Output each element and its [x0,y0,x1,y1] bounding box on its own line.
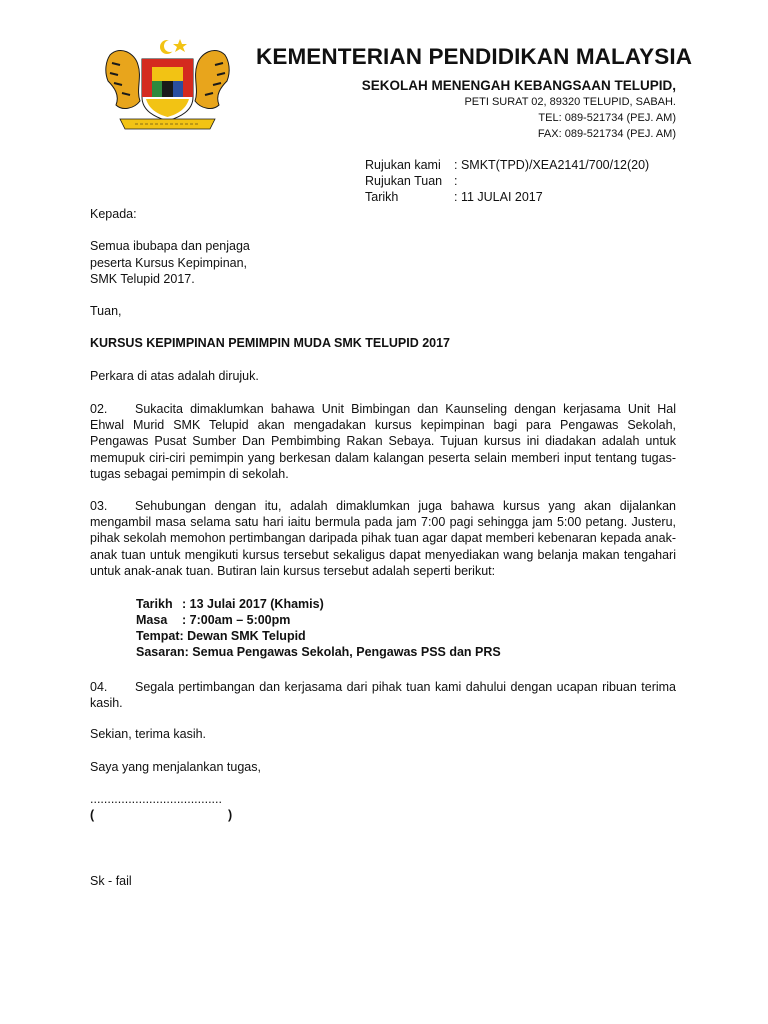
signature-name-open-paren: ( [90,808,95,822]
paragraph-03-text: Sehubungan dengan itu, adalah dimaklumkan juga bahawa kursus yang akan dijalankan mengambil masa selama satu hari iaitu bermula pada jam 7:00 pagi sehingga jam 5:00 petang. Justeru, pihak sekolah memohon pertimbangan daripada pihak tuan agar dapat memberi kebenaran kepada anak-anak tuan untuk mengikuti kursus tersebut sekaligus dapat menyediakan wang belanja makan tengahari untuk anak-anak tuan. Butiran lain kursus tersebut adalah seperti berikut: [90,499,676,578]
tarikh-value: : 11 JULAI 2017 [454,190,543,204]
detail-tarikh [136,597,324,611]
recipient-line-3: SMK Telupid 2017. [90,272,195,286]
paragraph-02-text: Sukacita dimaklumkan bahawa Unit Bimbingan dan Kaunseling dengan kerjasama Unit Hal Ehwal Murid SMK Telupid akan mengadakan kursus kepimpinan bagi para Pengawas Sekolah, Pengawas Pusat Sumber Dan Pembimbing Rakan Sebaya. Tujuan kursus ini diadakan adalah untuk memupuk ciri-ciri pemimpin yang berkesan dalam kalangan peserta selain memberi input tentang tugas-tugas sebagai pemimpin di sekolah. [90,402,676,481]
ministry-title: KEMENTERIAN PENDIDIKAN MALAYSIA [256,44,693,69]
paragraph-04 [90,679,676,711]
rujukan-kami-label: Rujukan kami [365,158,441,172]
school-name: SEKOLAH MENENGAH KEBANGSAAN TELUPID, [361,78,676,93]
rujukan-tuan-label: Rujukan Tuan [365,174,443,188]
paragraph-03 [90,498,676,579]
rujukan-kami-value: : SMKT(TPD)/XEA2141/700/12(20) [454,158,650,172]
signature-line: ...................................... [90,792,222,806]
paragraph-02 [90,401,676,482]
paragraph-02-number: 02. [90,402,108,416]
paragraph-04-number: 04. [90,680,108,694]
detail-tarikh-label: Tarikh [136,597,173,611]
coat-of-arms-emblem [100,35,235,135]
school-fax: FAX: 089-521734 (PEJ. AM) [537,128,676,140]
kepada-label: Kepada: [90,207,137,221]
recipient-line-1: Semua ibubapa dan penjaga [90,239,250,253]
closing-duty: Saya yang menjalankan tugas, [90,760,261,774]
rujukan-tuan-value: : [454,174,458,188]
detail-tempat: Tempat: Dewan SMK Telupid [136,629,306,643]
tarikh-label: Tarikh [365,190,399,204]
detail-masa [136,613,290,627]
detail-tarikh-value: : 13 Julai 2017 (Khamis) [182,597,324,611]
school-tel: TEL: 089-521734 (PEJ. AM) [538,112,676,124]
carbon-copy-note: Sk - fail [90,874,132,888]
closing-thanks: Sekian, terima kasih. [90,727,207,741]
paragraph-03-number: 03. [90,499,108,513]
recipient-line-2: peserta Kursus Kepimpinan, [90,256,248,270]
paragraph-04-text: Segala pertimbangan dan kerjasama dari pihak tuan kami dahului dengan ucapan ribuan terima kasih. [90,680,676,711]
detail-sasaran: Sasaran: Semua Pengawas Sekolah, Pengawas PSS dan PRS [136,645,501,659]
subject-heading: KURSUS KEPIMPINAN PEMIMPIN MUDA SMK TELUPID 2017 [90,336,450,350]
detail-masa-label: Masa [136,613,168,627]
school-address: PETI SURAT 02, 89320 TELUPID, SABAH. [464,96,676,108]
intro-line: Perkara di atas adalah dirujuk. [90,369,259,383]
detail-masa-value: : 7:00am – 5:00pm [182,613,291,627]
signature-name-close-paren: ) [228,808,233,822]
salutation: Tuan, [90,304,122,318]
